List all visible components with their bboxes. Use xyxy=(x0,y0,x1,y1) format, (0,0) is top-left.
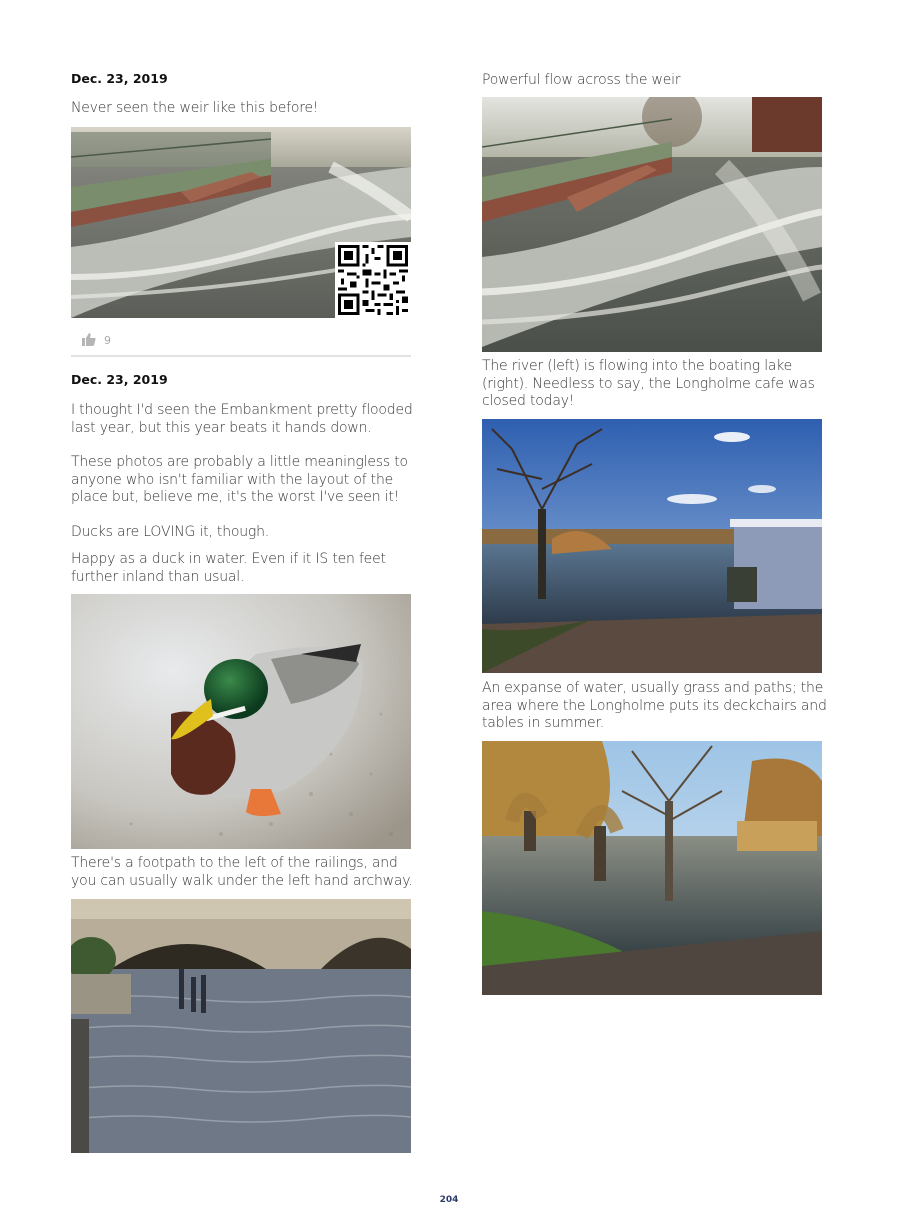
weir-photo-large xyxy=(482,97,822,352)
photo-caption: An expanse of water, usually grass and paths; the area where the Longholme puts its deckchairs and tables in summer. xyxy=(482,680,827,731)
post-divider xyxy=(71,355,411,357)
post-date: Dec. 23, 2019 xyxy=(71,71,168,86)
photo-caption: Happy as a duck in water. Even if it IS ten feet further inland than usual. xyxy=(71,551,386,585)
like-count: 9 xyxy=(104,334,111,347)
duck-photo xyxy=(71,594,411,849)
qr-code-icon xyxy=(335,242,411,318)
photo-caption: Powerful flow across the weir xyxy=(482,72,681,88)
page-number: 204 xyxy=(439,1195,459,1205)
photo-caption: There's a footpath to the left of the railings, and you can usually walk under the left hand archway. xyxy=(71,855,413,889)
thumbs-up-icon[interactable] xyxy=(81,332,96,349)
flooded-field-photo xyxy=(482,741,822,995)
post-paragraph: I thought I'd seen the Embankment pretty flooded last year, but this year beats it hands down. xyxy=(71,402,413,436)
like-counter[interactable] xyxy=(81,332,111,349)
post-paragraph: These photos are probably a little meaningless to anyone who isn't familiar with the layout of the place but, believe me, it's the worst I've seen it! xyxy=(71,454,408,505)
post-text: Never seen the weir like this before! xyxy=(71,100,319,116)
photo-caption: The river (left) is flowing into the boating lake (right). Needless to say, the Longholme cafe was closed today! xyxy=(482,358,815,409)
post-paragraph: Ducks are LOVING it, though. xyxy=(71,524,270,540)
bridge-photo xyxy=(71,899,411,1153)
post-date: Dec. 23, 2019 xyxy=(71,372,168,387)
flooded-lake-photo xyxy=(482,419,822,673)
